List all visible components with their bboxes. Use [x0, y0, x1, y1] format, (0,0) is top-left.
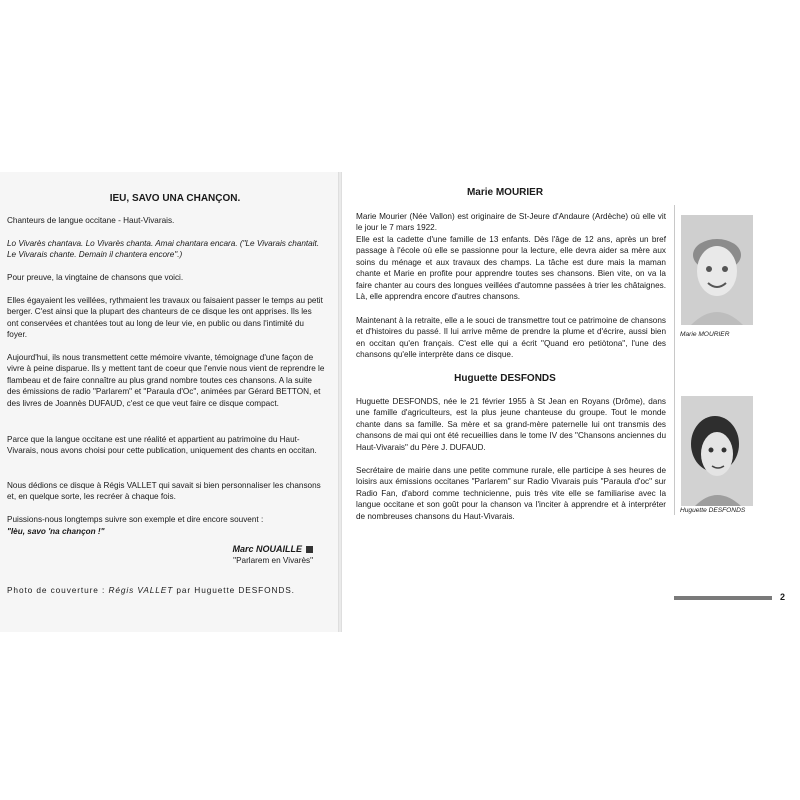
- footer-bar: [674, 596, 772, 600]
- left-subtitle: Chanteurs de langue occitane - Haut-Vivarais.: [7, 216, 175, 225]
- left-paragraph-4: Parce que la langue occitane est une réalité et appartient au patrimoine du Haut-Vivarais, nous avons choisi pour cette publication, uniquement des chants en occitan.: [7, 435, 317, 456]
- left-closing-quote: "Ièu, savo 'na chançon !": [7, 527, 105, 536]
- signature-square-icon: [306, 546, 313, 553]
- marie-portrait-icon: [681, 215, 753, 325]
- huguette-caption: Huguette DESFONDS: [680, 507, 746, 514]
- cover-credit-suffix: par Huguette DESFONDS.: [173, 585, 295, 595]
- left-paragraph-1: Pour preuve, la vingtaine de chansons que voici.: [7, 273, 184, 282]
- left-paragraph-5: Nous dédions ce disque à Régis VALLET qui savait si bien personnaliser les chansons et, en quelque sorte, les recréer à chaque fois.: [7, 481, 321, 502]
- huguette-title: Huguette DESFONDS: [454, 373, 556, 384]
- left-title: IEU, SAVO UNA CHANÇON.: [109, 193, 241, 204]
- signature-subtitle: "Parlarem en Vivarès": [233, 556, 313, 565]
- column-rule: [674, 205, 675, 515]
- huguette-photo: [681, 396, 753, 506]
- signature-name: [180, 544, 313, 554]
- left-paragraph-3: Aujourd'hui, ils nous transmettent cette mémoire vivante, témoignage d'une façon de vivre à peine disparue. Ils y mettent tant de coeur que l'envie nous vient de reprendre le flambeau et de faire connaître au plus grand nombre toutes ces chansons. A la suite des émissions de radio "Parlarem" et "Paraula d'Oc", animées par Gérard BETTON, et des livres de Joannès DUFAUD, c'est ce que veut faire ce disque compact.: [7, 353, 325, 408]
- marie-caption: Marie MOURIER: [680, 331, 730, 338]
- page-number: 2: [780, 592, 786, 602]
- huguette-portrait-icon: [681, 396, 753, 506]
- cover-credit: [7, 585, 295, 595]
- left-paragraph-2: Elles égayaient les veillées, rythmaient les travaux ou faisaient passer le temps au petit berger. C'est ainsi que la plupart des chanteurs de ce disque les ont apprises. Ils les ont conservées et chantées tout au long de leur vie, en public ou dans l'intimité du foyer.: [7, 296, 323, 340]
- marie-title: Marie MOURIER: [466, 187, 544, 198]
- left-quote: Lo Vivarès chantava. Lo Vivarès chanta. Amai chantara encara. ("Le Vivarais chantait. Le Vivarais chante. Demain il chantera encore".): [7, 239, 320, 260]
- signature-name-text: Marc NOUAILLE: [232, 544, 302, 554]
- marie-paragraph-2: Elle est la cadette d'une famille de 13 enfants. Dès l'âge de 12 ans, après un bref passage à l'école où elle se passionne pour la lecture, elle devra aider sa mère aux soins du ménage et aux travaux des champs. La tâche est dure mais la maman chante et Marie en profite pour apprendre toutes ses chansons. Bien vite, on va la faire chanter au cours des longues veillées d'automne passées à trier les châtaignes. Là, elle apprendra encore d'autres chansons.: [356, 235, 666, 302]
- cover-credit-prefix: Photo de couverture :: [7, 585, 109, 595]
- marie-paragraph-1: Marie Mourier (Née Vallon) est originaire de St-Jeure d'Andaure (Ardèche) où elle vit le jour le 7 mars 1922.: [356, 212, 666, 233]
- page-gutter: [338, 172, 342, 632]
- marie-photo: [681, 215, 753, 325]
- cover-credit-photographer: Régis VALLET: [108, 585, 174, 595]
- huguette-paragraph-2: Secrétaire de mairie dans une petite commune rurale, elle participe à ses heures de loisirs aux émissions occitanes "Parlarem" sur Radio Vivarais puis "Paraula d'oc" sur Radio Fan, d'abord comme technicienne, puis très vite elle se familiarise avec la langue occitane et son goût pour la chanson va l'inciter à apprendre et à interpréter de nombreuses chansons du Haut-Vivarais.: [356, 466, 666, 521]
- huguette-paragraph-1: Huguette DESFONDS, née le 21 février 1955 à St Jean en Royans (Drôme), dans une famille d'agriculteurs, est la plus jeune chanteuse du groupe. Tout le monde chante dans sa famille. Sa mère et sa grand-mère paternelle lui ont transmis des chansons de mai qui ont été recueillies dans le tome IV des "Chansons anciennes du Haut-Vivarais" du Père J. DUFAUD.: [356, 397, 666, 452]
- left-paragraph-6: Puissions-nous longtemps suivre son exemple et dire encore souvent :: [7, 515, 264, 524]
- marie-paragraph-3: Maintenant à la retraite, elle a le souci de transmettre tout ce patrimoine de chansons et d'histoires du passé. Il lui arrive même de prendre la plume et d'écrire, aussi bien en occitan qu'en français. C'est elle qui a écrit "Quand ero petiòtona", l'une des chansons qu'elle interprète dans ce disque.: [356, 316, 666, 360]
